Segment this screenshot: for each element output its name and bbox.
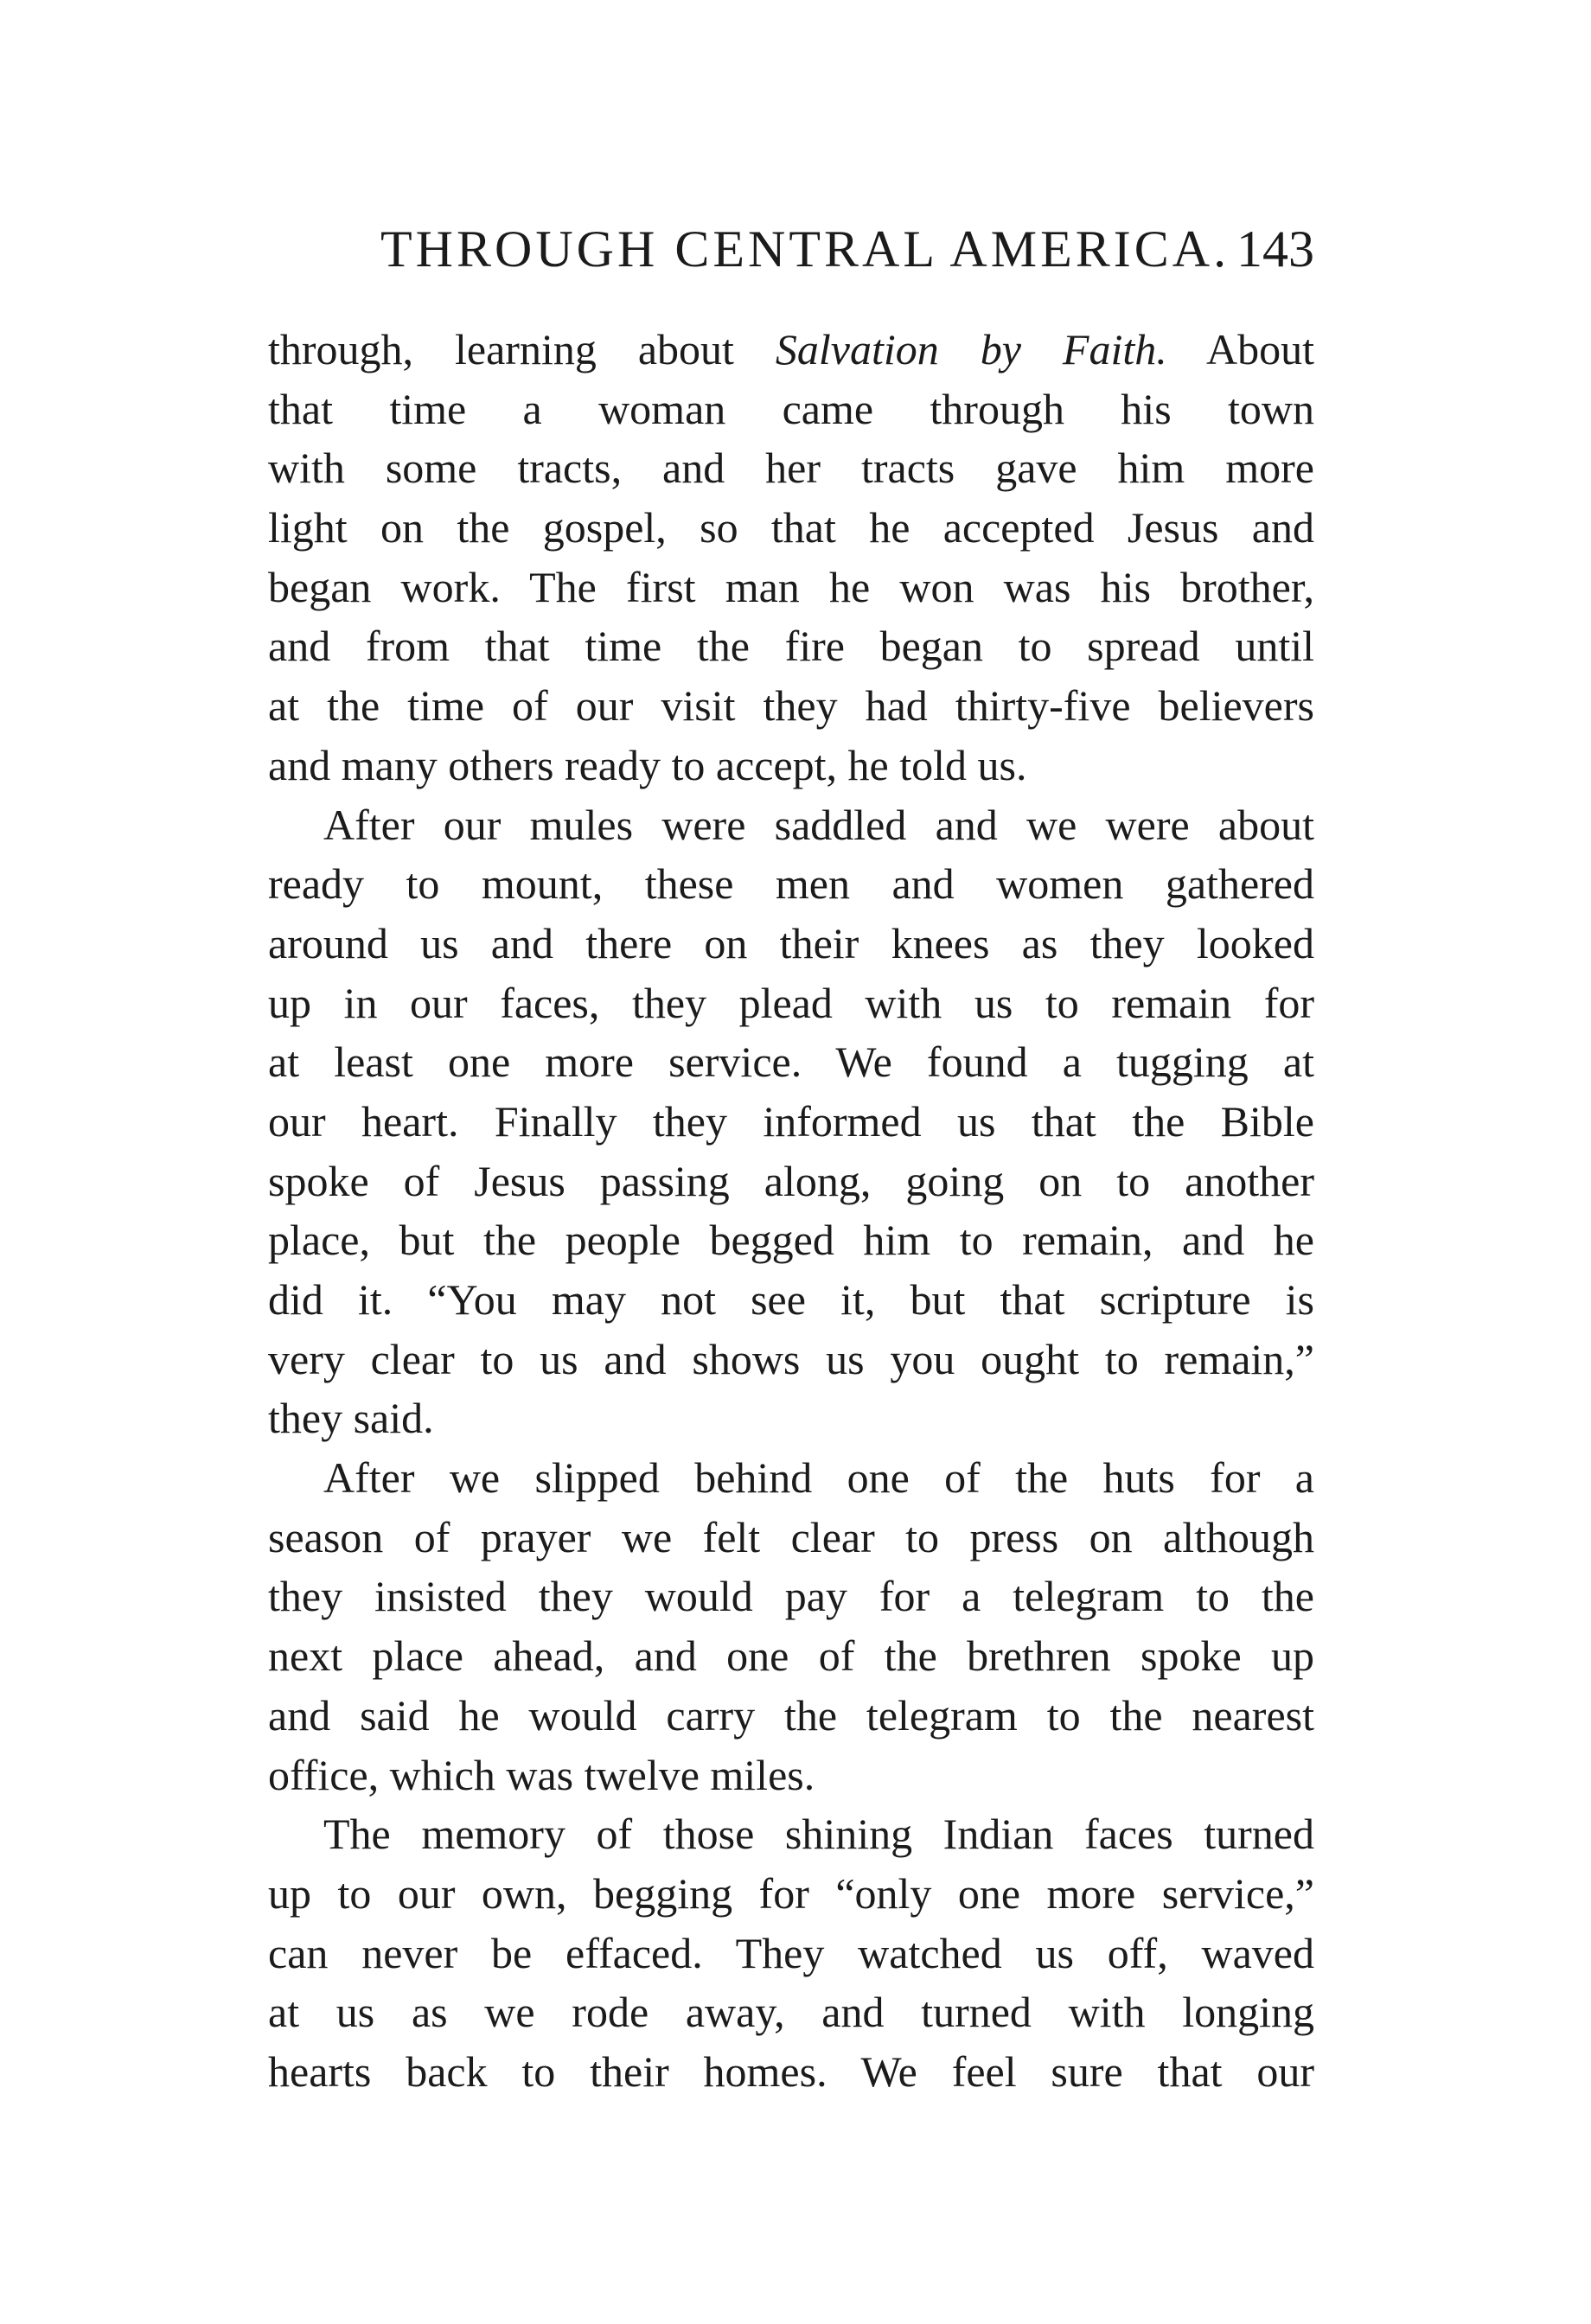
text-line: next place ahead, and one of the brethren spoke up [268, 1631, 1314, 1681]
text-line: hearts back to their homes. We feel sure that our [268, 2046, 1314, 2096]
text-line: at us as we rode away, and turned with longing [268, 1988, 1314, 2037]
text-line [268, 320, 1314, 380]
text-segment: through, learning about [268, 325, 776, 374]
text-line: at least one more service. We found a tugging at [268, 1038, 1314, 1087]
text-line: they said. [268, 1394, 434, 1443]
text-line: season of prayer we felt clear to press on although [268, 1512, 1314, 1561]
text-line: ready to mount, these men and women gathered [268, 859, 1314, 909]
text-line: place, but the people begged him to remain, and he [268, 1216, 1314, 1265]
body-text [268, 320, 1314, 2102]
paragraph-first-line: The memory of those shining Indian faces turned [323, 1810, 1314, 1859]
text-line: can never be effaced. They watched us off, waved [268, 1928, 1314, 1977]
page-header [380, 214, 1314, 284]
text-line: at the time of our visit they had thirty-five believers [268, 681, 1314, 731]
text-segment: About [1166, 325, 1314, 374]
text-line: spoke of Jesus passing along, going on to another [268, 1156, 1314, 1205]
text-line: around us and there on their knees as they looked [268, 918, 1314, 967]
text-line: light on the gospel, so that he accepted Jesus and [268, 503, 1314, 552]
text-line: up to our own, begging for “only one more service,” [268, 1868, 1314, 1918]
paragraph-first-line: After our mules were saddled and we were about [323, 800, 1314, 849]
text-line: they insisted they would pay for a telegram to the [268, 1572, 1314, 1621]
running-title: THROUGH CENTRAL AMERICA. [380, 220, 1230, 278]
text-line: did it. “You may not see it, but that scripture is [268, 1275, 1314, 1324]
text-line: our heart. Finally they informed us that the Bible [268, 1096, 1314, 1146]
text-line: with some tracts, and her tracts gave him more [268, 444, 1314, 493]
text-line: began work. The first man he won was his brother, [268, 562, 1314, 611]
paragraph-first-line: After we slipped behind one of the huts for a [323, 1453, 1314, 1503]
text-line: office, which was twelve miles. [268, 1750, 815, 1799]
italic-title: Salvation by Faith. [775, 325, 1167, 374]
text-line: and many others ready to accept, he told us. [268, 740, 1027, 789]
text-line: and from that time the fire began to spread until [268, 622, 1314, 671]
text-line: and said he would carry the telegram to the nearest [268, 1690, 1314, 1740]
text-line: that time a woman came through his town [268, 384, 1314, 433]
page-number: 143 [1236, 220, 1314, 278]
text-line: up in our faces, they plead with us to remain for [268, 978, 1314, 1027]
text-line: very clear to us and shows us you ought to remain,” [268, 1334, 1314, 1383]
